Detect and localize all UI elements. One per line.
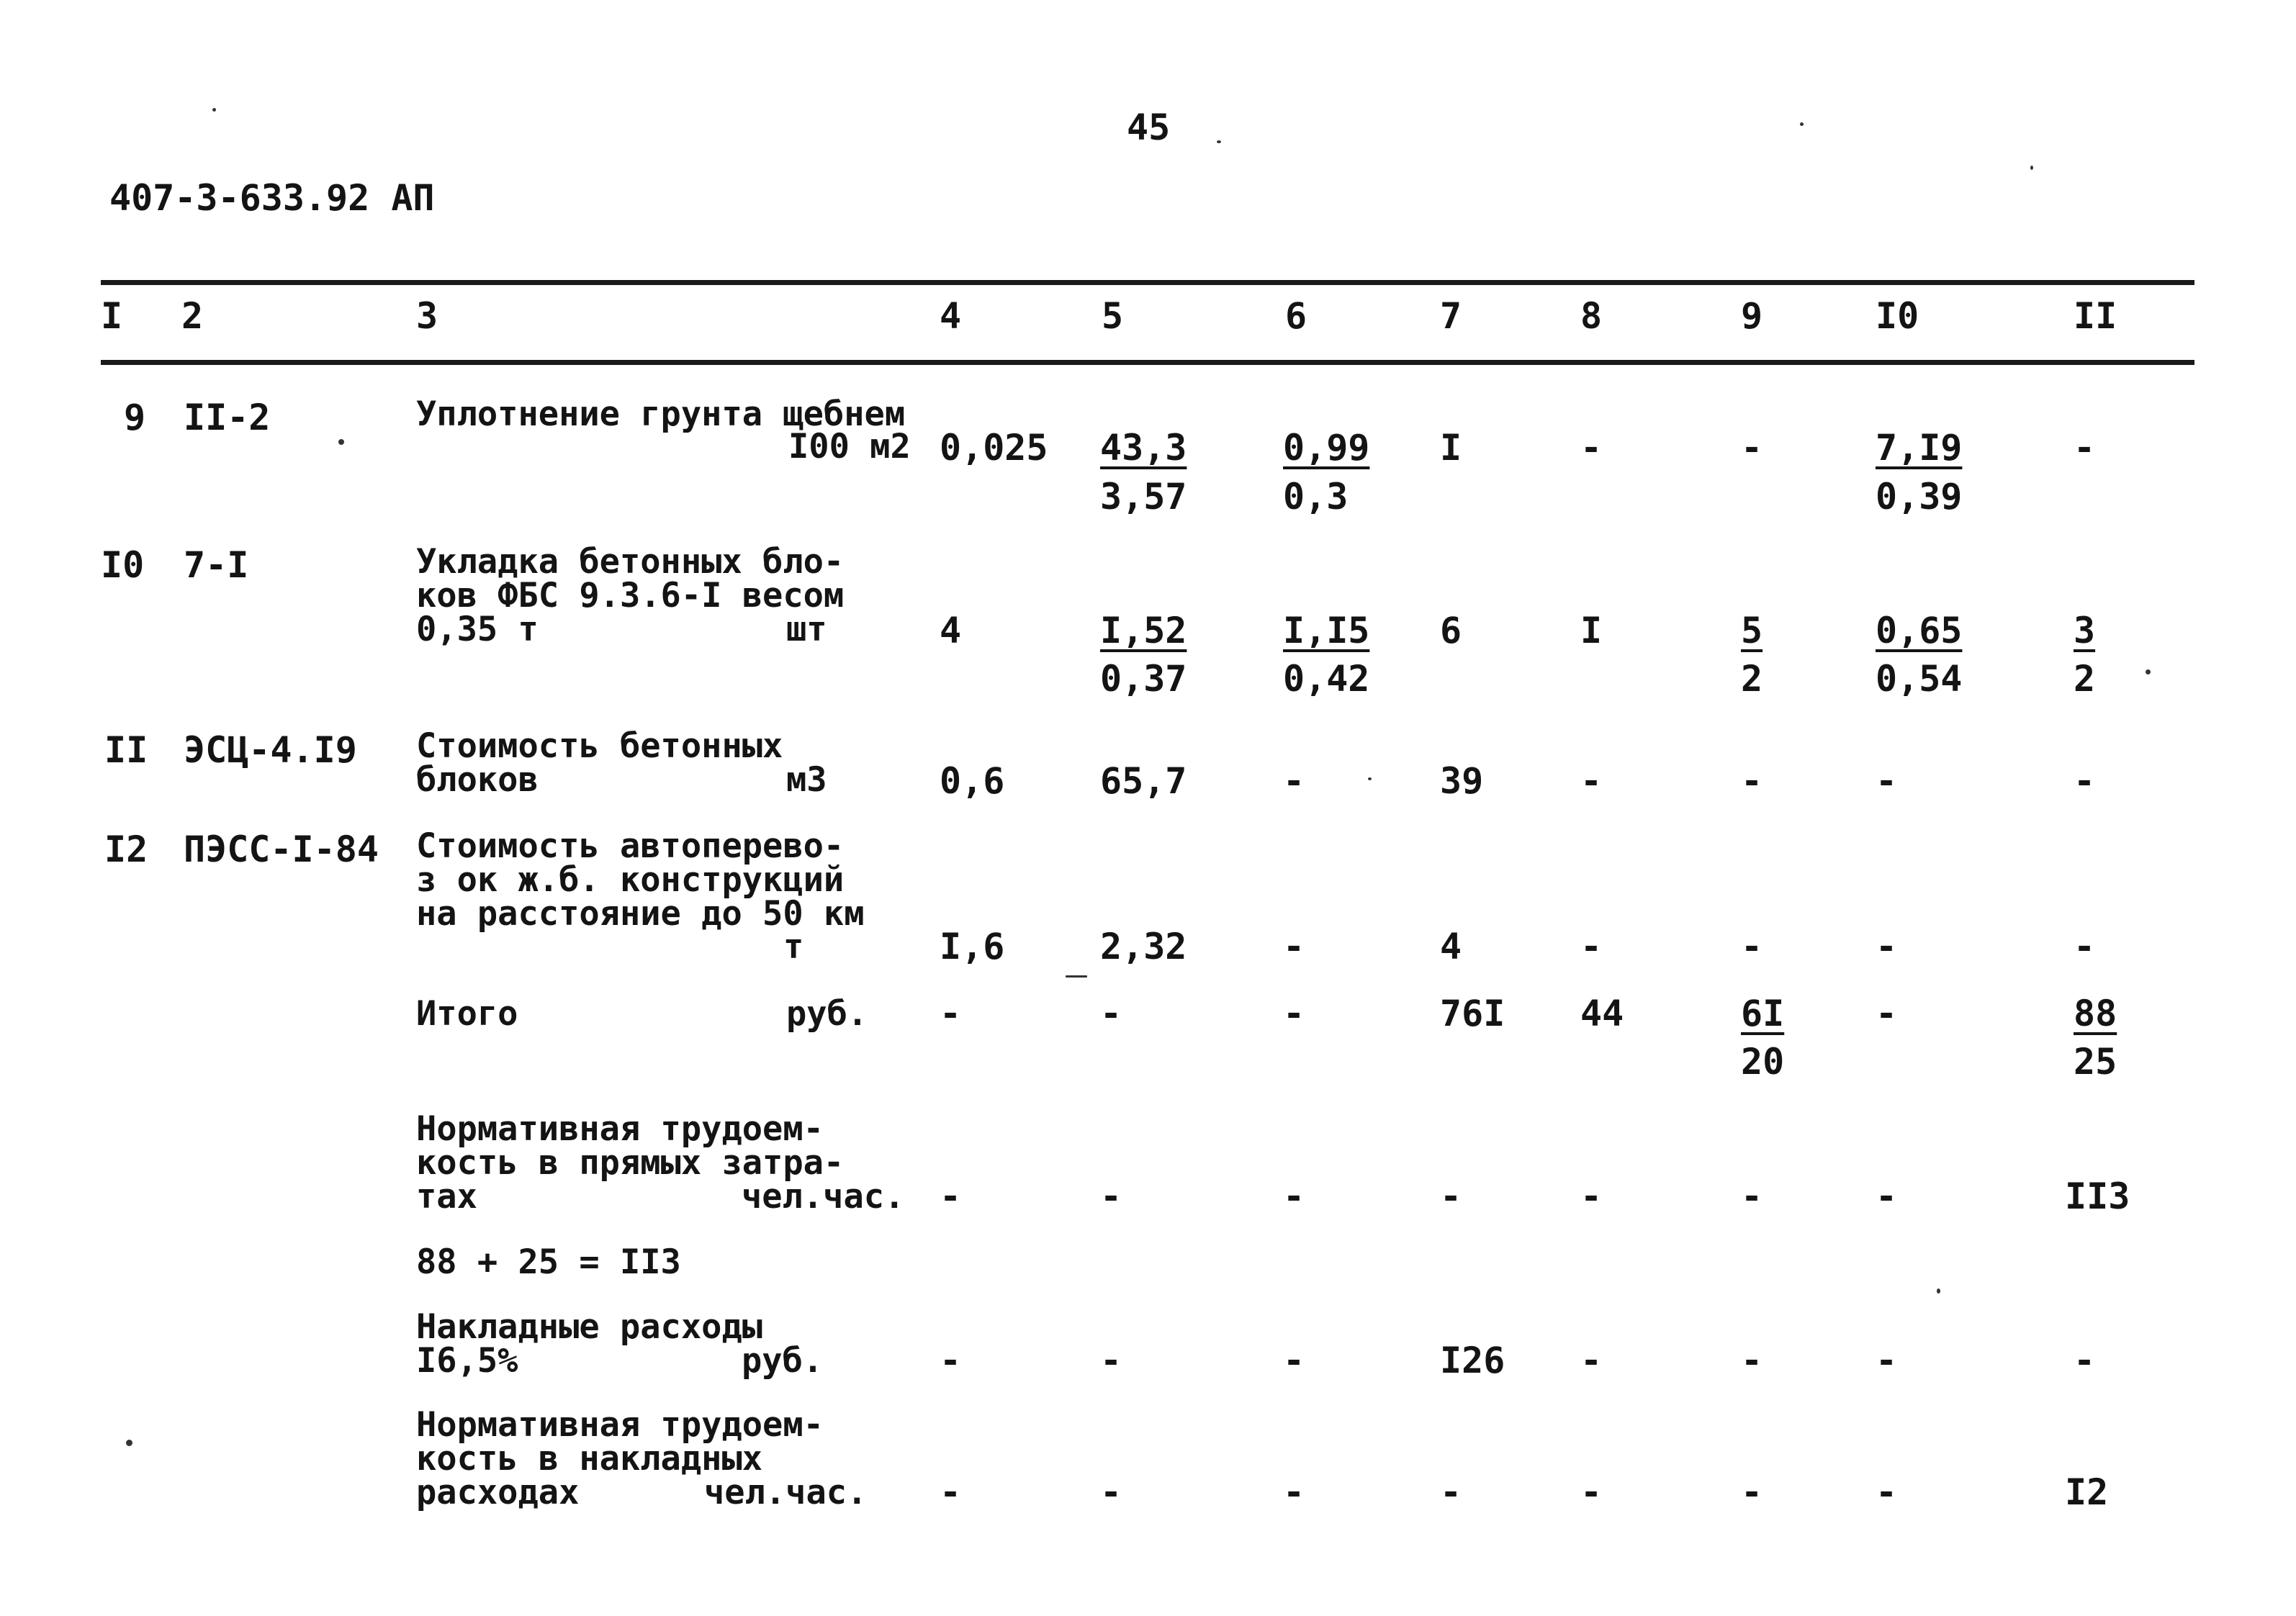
column-header: 5 — [1102, 295, 1124, 337]
value: - — [1100, 1471, 1122, 1513]
value: - — [1876, 926, 1898, 967]
value: I26 — [1440, 1340, 1505, 1381]
value-bottom: 0,54 — [1876, 658, 1963, 700]
value: - — [1283, 993, 1305, 1034]
row-description: I6,5% — [416, 1341, 518, 1381]
value: - — [1440, 1175, 1462, 1217]
work-description: з ок ж.б. конструкций — [416, 860, 845, 900]
value: - — [940, 993, 962, 1034]
value-top: 88 — [2074, 993, 2117, 1034]
row-number: I0 — [101, 544, 145, 586]
value: I — [1440, 427, 1462, 469]
page-number: 45 — [1127, 107, 1171, 148]
value: - — [1283, 760, 1305, 802]
column-header: 6 — [1285, 295, 1307, 337]
value: - — [1283, 1340, 1305, 1381]
value: - — [1580, 1471, 1603, 1513]
value-top: 0,65 — [1876, 610, 1963, 651]
scan-speck — [1937, 1288, 1940, 1294]
value: 6 — [1440, 610, 1462, 651]
value: I2 — [2065, 1471, 2109, 1513]
unit: I00 м2 — [788, 427, 911, 466]
value: - — [1876, 1340, 1898, 1381]
value-top: 0,99 — [1283, 427, 1370, 469]
value: - — [1440, 1471, 1462, 1513]
value-top: 3 — [2074, 610, 2096, 651]
value-top: 43,3 — [1100, 427, 1187, 469]
quantity: 0,025 — [940, 427, 1048, 469]
value: - — [1741, 1175, 1763, 1217]
value: - — [1283, 1471, 1305, 1513]
unit: м3 — [786, 760, 827, 800]
unit: руб. — [742, 1341, 824, 1381]
value-bottom: 0,37 — [1100, 658, 1187, 700]
unit: шт — [786, 610, 827, 649]
value: - — [1741, 926, 1763, 967]
norm-code: ПЭСС-I-84 — [184, 829, 379, 870]
column-header: I0 — [1876, 295, 1919, 337]
value: - — [1876, 1175, 1898, 1217]
scan-speck — [1800, 122, 1804, 126]
value-bottom: 0,39 — [1876, 476, 1963, 518]
value-bottom: 0,3 — [1283, 476, 1349, 518]
row-description: Накладные расходы — [416, 1307, 763, 1347]
value: - — [1876, 993, 1898, 1034]
row-description: Нормативная трудоем- — [416, 1109, 824, 1149]
work-description: на расстояние до 50 км — [416, 894, 865, 934]
column-header: 9 — [1741, 295, 1763, 337]
value: - — [1741, 1340, 1763, 1381]
value: - — [940, 1175, 962, 1217]
value-top: 5 — [1741, 610, 1763, 651]
value-top: 6I — [1741, 993, 1785, 1034]
value-bottom: 20 — [1741, 1041, 1785, 1083]
column-header: II — [2074, 295, 2117, 337]
value-bottom: 25 — [2074, 1041, 2117, 1083]
value: - — [940, 1340, 962, 1381]
value: I — [1580, 610, 1603, 651]
unit: чел.час. — [742, 1177, 905, 1216]
scan-speck — [1217, 140, 1221, 143]
norm-code: II-2 — [184, 397, 271, 438]
value: 44 — [1580, 993, 1624, 1034]
column-header: 3 — [416, 295, 438, 337]
value: - — [1580, 1340, 1603, 1381]
work-description: Укладка бетонных бло- — [416, 542, 845, 582]
value: - — [2074, 760, 2096, 802]
row-description: тах — [416, 1177, 477, 1216]
row-description: кость в накладных — [416, 1439, 763, 1479]
value: 2,32 — [1100, 926, 1187, 967]
value: - — [1283, 926, 1305, 967]
value: - — [2074, 427, 2096, 469]
quantity: 4 — [940, 610, 962, 651]
value: - — [1580, 427, 1603, 469]
value-top: I,52 — [1100, 610, 1187, 651]
value-top: I,I5 — [1283, 610, 1370, 651]
value-bottom: 0,42 — [1283, 658, 1370, 700]
row-description: Нормативная трудоем- — [416, 1405, 824, 1445]
value: - — [2074, 1340, 2096, 1381]
value: 65,7 — [1100, 760, 1187, 802]
value: - — [1741, 427, 1763, 469]
unit: чел.час. — [704, 1473, 868, 1512]
quantity: 0,6 — [940, 760, 1005, 802]
value: 4 — [1440, 926, 1462, 967]
row-number: 9 — [124, 397, 146, 438]
unit: т — [783, 927, 804, 967]
table-top-rule — [101, 280, 2194, 285]
value: - — [1580, 1175, 1603, 1217]
row-number: II — [104, 729, 148, 771]
document-code: 407-3-633.92 АП — [109, 177, 435, 219]
column-header: 8 — [1580, 295, 1603, 337]
row-description: кость в прямых затра- — [416, 1143, 845, 1183]
scan-speck — [1368, 777, 1372, 780]
value: - — [1580, 760, 1603, 802]
value: - — [1100, 1175, 1122, 1217]
work-description: ков ФБС 9.3.6-I весом — [416, 576, 845, 615]
value-bottom: 2 — [2074, 658, 2096, 700]
total-label: Итого — [416, 994, 518, 1034]
value-top: 7,I9 — [1876, 427, 1963, 469]
scan-speck — [2146, 669, 2151, 674]
scan-speck — [126, 1440, 132, 1446]
work-description: Уплотнение грунта щебнем — [416, 394, 906, 434]
value: - — [1741, 1471, 1763, 1513]
work-description: Стоимость бетонных — [416, 726, 783, 766]
column-header: 4 — [940, 295, 962, 337]
norm-code: 7-I — [184, 544, 249, 586]
work-description: блоков — [416, 760, 539, 800]
value: - — [1580, 926, 1603, 967]
column-header: I — [101, 295, 123, 337]
unit: руб. — [786, 994, 868, 1034]
value-bottom: 2 — [1741, 658, 1763, 700]
row-description: расходах — [416, 1473, 580, 1512]
quantity: I,6 — [940, 926, 1005, 967]
formula: 88 + 25 = II3 — [416, 1242, 681, 1282]
value: - — [1100, 1340, 1122, 1381]
column-header: 7 — [1440, 295, 1462, 337]
table-header-rule — [101, 360, 2194, 365]
value: - — [940, 1471, 962, 1513]
column-header: 2 — [181, 295, 204, 337]
value: II3 — [2065, 1175, 2130, 1217]
value: - — [1283, 1175, 1305, 1217]
scan-speck — [338, 439, 344, 445]
scan-speck — [1066, 975, 1087, 978]
value: - — [1876, 760, 1898, 802]
value: - — [1100, 993, 1122, 1034]
value-bottom: 3,57 — [1100, 476, 1187, 518]
scan-speck — [212, 108, 216, 112]
value: - — [2074, 926, 2096, 967]
norm-code: ЭСЦ-4.I9 — [184, 729, 357, 771]
work-description: Стоимость автоперево- — [416, 826, 845, 866]
value: 39 — [1440, 760, 1484, 802]
work-description: 0,35 т — [416, 610, 539, 649]
value: 76I — [1440, 993, 1505, 1034]
scan-speck — [2030, 166, 2033, 170]
row-number: I2 — [104, 829, 148, 870]
value: - — [1876, 1471, 1898, 1513]
value: - — [1741, 760, 1763, 802]
